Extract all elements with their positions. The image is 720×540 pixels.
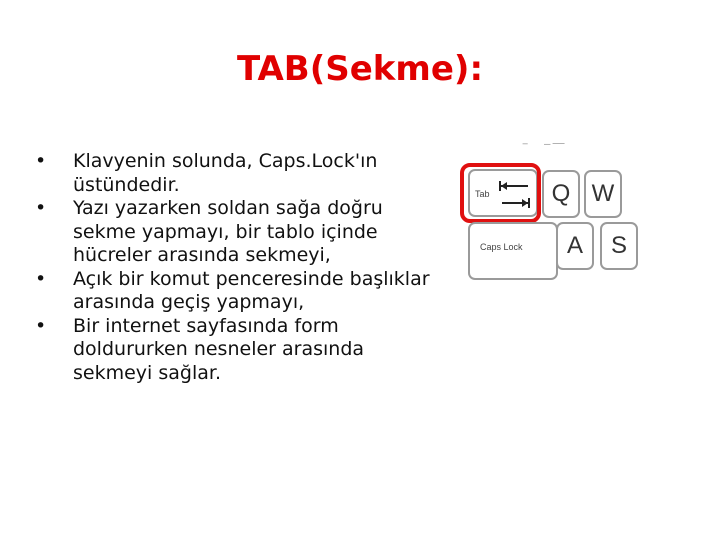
key-a: A xyxy=(556,222,594,270)
bullet-list xyxy=(35,150,435,385)
capslock-key xyxy=(468,222,558,280)
bullet-item: • Bir internet sayfasında form doldururken nesneler arasında sekmeyi sağlar. xyxy=(35,315,435,386)
key-q: Q xyxy=(542,170,580,218)
bullet-item: • Açık bir komut penceresinde başlıklar arasında geçiş yapmayı, xyxy=(35,268,435,315)
bullet-item: • Klavyenin solunda, Caps.Lock'ın üstündedir. xyxy=(35,150,435,197)
capslock-key-label: Caps Lock xyxy=(480,242,523,252)
slide-title: TAB(Sekme): xyxy=(236,49,484,89)
keyboard-image xyxy=(460,140,627,285)
bullet-item: • Yazı yazarken soldan sağa doğru sekme yapmayı, bir tablo içinde hücreler arasında sekmeyi, xyxy=(35,197,435,268)
key-s: S xyxy=(600,222,638,270)
key-w: W xyxy=(584,170,622,218)
tab-key-label: Tab xyxy=(475,189,490,199)
top-row-fragment xyxy=(464,140,624,146)
tab-highlight xyxy=(460,163,541,223)
